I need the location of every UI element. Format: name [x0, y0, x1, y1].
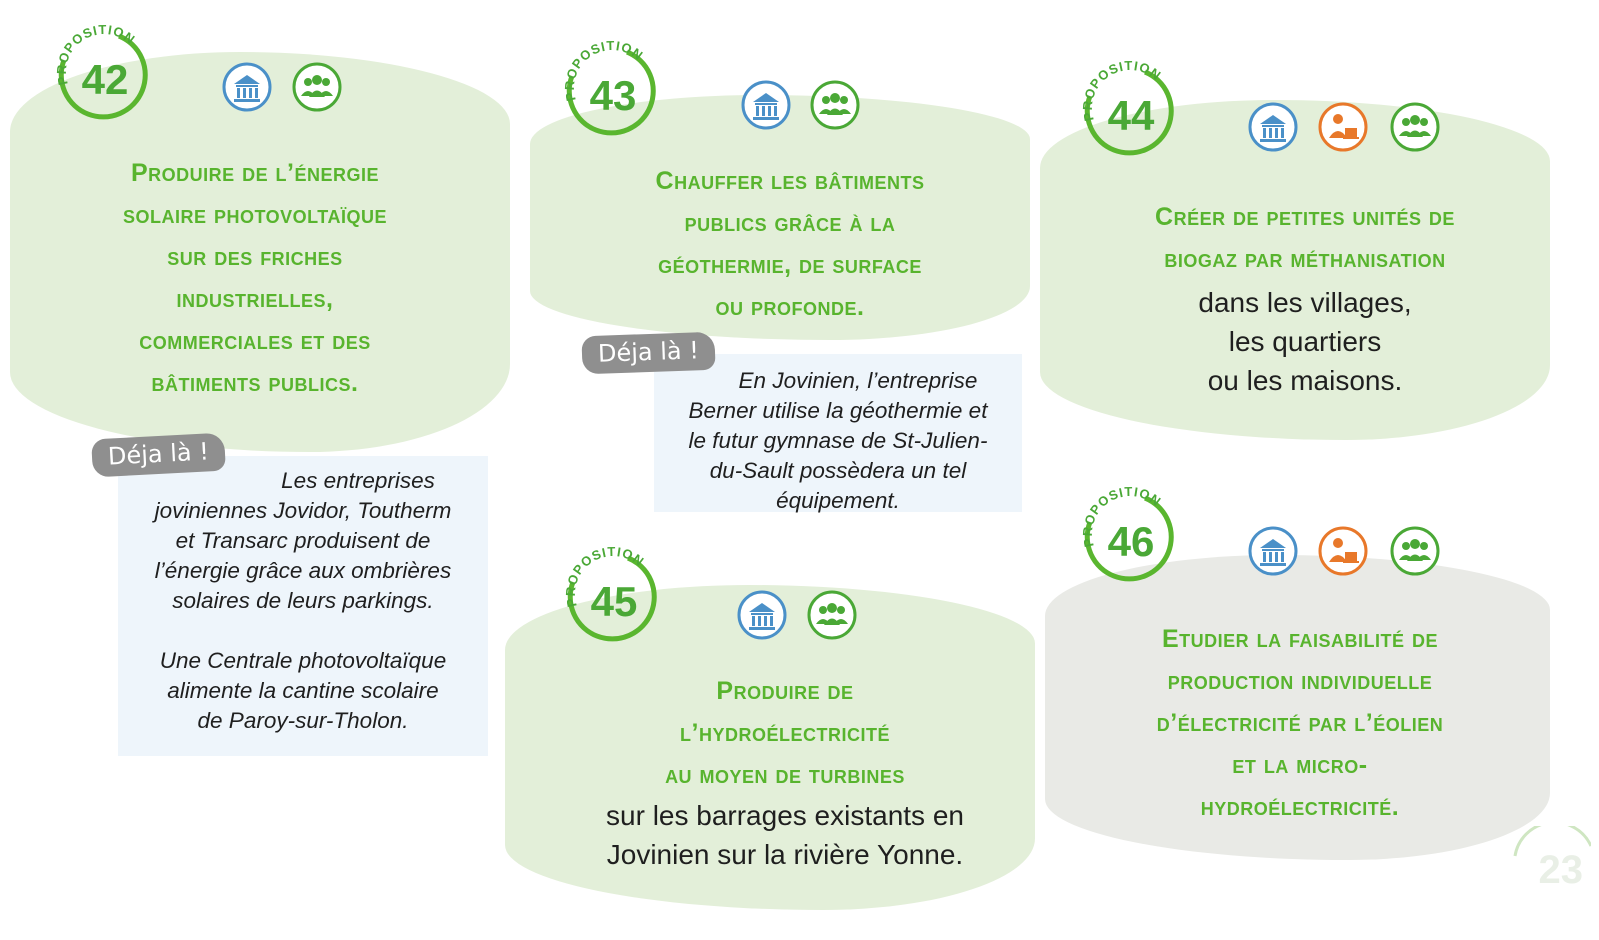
proposition-number: 45	[590, 578, 638, 625]
title-line: d’électricité par l’éolien	[1156, 709, 1444, 737]
deja-la-text: joviniennes Jovidor, Toutherm	[154, 498, 452, 523]
proposition-number: 42	[81, 56, 129, 103]
deja-la-text: l’énergie grâce aux ombrières	[154, 558, 452, 583]
badge-label: PROPOSITION	[1079, 483, 1165, 549]
institution-icon	[1248, 102, 1298, 152]
deja-la-text: solaires de leurs parkings.	[172, 588, 434, 613]
proposition-number: 43	[589, 72, 637, 119]
proposition-number: 46	[1107, 518, 1155, 565]
proposition-title	[40, 152, 470, 404]
badge-label: PROPOSITION	[1079, 57, 1165, 123]
title-line: solaire photovoltaïque	[123, 201, 387, 229]
proposition-title	[1070, 618, 1530, 828]
citizens-icon	[292, 62, 342, 112]
title-line: commerciales et des	[139, 327, 371, 355]
deja-la-text: le futur gymnase de St-Julien-	[688, 428, 988, 453]
institution-icon	[222, 62, 272, 112]
citizens-icon	[807, 590, 857, 640]
deja-la-text: En Jovinien, l’entreprise	[738, 368, 978, 393]
business-icon	[1318, 102, 1368, 152]
proposition-badge	[552, 36, 662, 146]
subtitle-line: sur les barrages existants en	[606, 800, 964, 831]
title-line: publics grâce à la	[684, 209, 896, 237]
proposition-badge	[1070, 482, 1180, 592]
proposition-badge	[553, 542, 663, 652]
badge-label: PROPOSITION	[53, 21, 139, 87]
title-line: Chauffer les bâtiments	[655, 167, 925, 195]
proposition-badge	[1070, 56, 1180, 166]
title-line: hydroélectricité.	[1200, 793, 1400, 821]
page-number-text: 23	[1538, 848, 1583, 892]
subtitle-line: dans les villages,	[1198, 287, 1412, 318]
deja-la-text: et Transarc produisent de	[175, 528, 431, 553]
title-line: ou profonde.	[715, 293, 865, 321]
page-number	[1505, 826, 1591, 912]
deja-la-tag: Déja là !	[91, 433, 226, 478]
subtitle-line: ou les maisons.	[1207, 365, 1403, 396]
title-line: Produire de	[716, 677, 854, 705]
institution-icon	[737, 590, 787, 640]
subtitle-line: Jovinien sur la rivière Yonne.	[606, 839, 964, 870]
business-icon	[1318, 526, 1368, 576]
title-line: bâtiments publics.	[151, 369, 359, 397]
proposition-number: 44	[1107, 92, 1155, 139]
deja-la-text: équipement.	[776, 488, 900, 513]
deja-la-text: du-Sault possèdera un tel	[709, 458, 967, 483]
badge-label: PROPOSITION	[561, 37, 647, 103]
deja-la-text: Une Centrale photovoltaïque	[159, 648, 447, 673]
deja-la-box	[118, 456, 488, 756]
title-line: l’hydroélectricité	[680, 719, 890, 747]
citizens-icon	[810, 80, 860, 130]
proposition-title	[560, 160, 1020, 328]
institution-icon	[1248, 526, 1298, 576]
title-line: Etudier la faisabilité de	[1161, 625, 1438, 653]
title-line: et la micro-	[1232, 751, 1368, 779]
deja-la-text: alimente la cantine scolaire	[167, 678, 439, 703]
title-line: géothermie, de surface	[658, 251, 922, 279]
proposition-title	[555, 670, 1015, 796]
title-line: Produire de l’énergie	[130, 159, 380, 187]
title-line: industrielles,	[176, 285, 334, 313]
badge-label: PROPOSITION	[562, 543, 648, 609]
proposition-badge	[44, 20, 154, 130]
deja-la-tag: Déja là !	[581, 332, 715, 375]
citizens-icon	[1390, 102, 1440, 152]
title-line: au moyen de turbines	[665, 761, 905, 789]
deja-la-text: de Paroy-sur-Tholon.	[197, 708, 409, 733]
title-line: Créer de petites unités de	[1155, 203, 1455, 231]
title-line: biogaz par méthanisation	[1164, 245, 1446, 273]
proposition-subtitle	[555, 796, 1015, 874]
title-line: sur des friches	[167, 243, 343, 271]
proposition-subtitle	[1090, 283, 1520, 400]
deja-la-text: Les entreprises	[281, 468, 435, 493]
title-line: production individuelle	[1167, 667, 1433, 695]
citizens-icon	[1390, 526, 1440, 576]
subtitle-line: les quartiers	[1228, 326, 1382, 357]
deja-la-box	[654, 354, 1022, 512]
institution-icon	[741, 80, 791, 130]
proposition-title	[1075, 196, 1535, 280]
deja-la-text: Berner utilise la géothermie et	[688, 398, 988, 423]
